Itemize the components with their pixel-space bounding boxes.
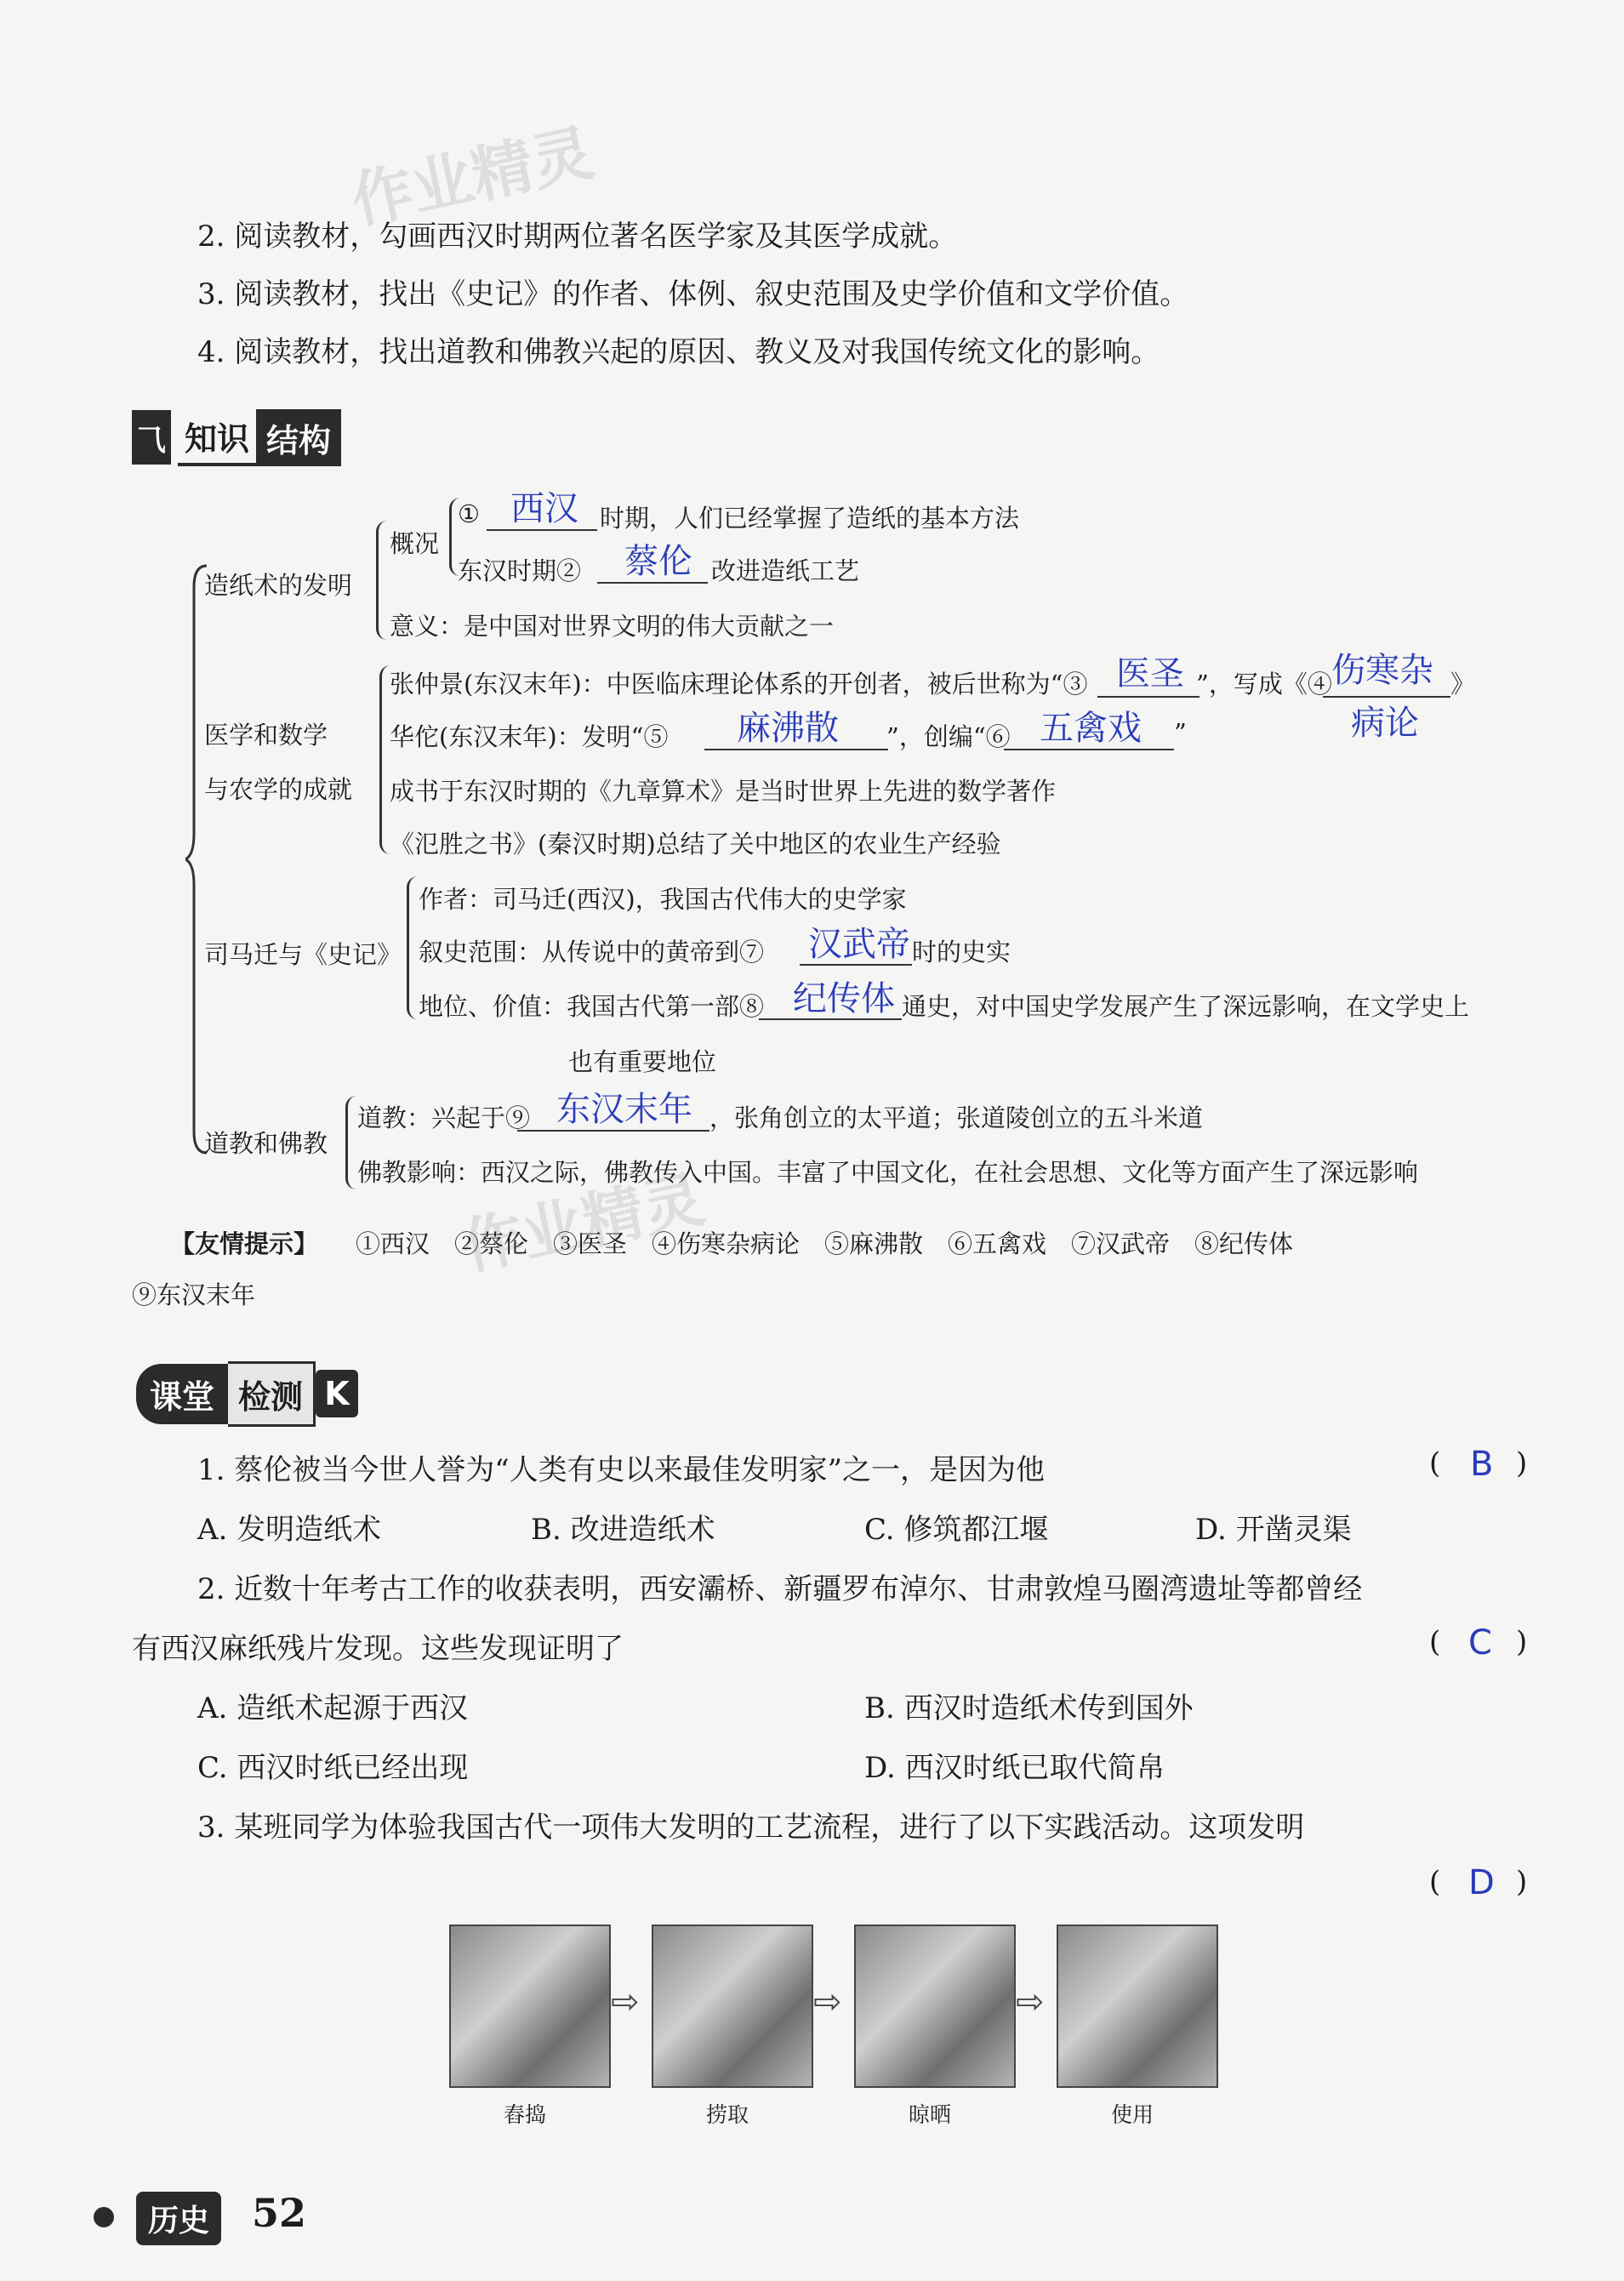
section-title-part2: 检测 [228, 1361, 316, 1427]
process-caption-1: 舂捣 [504, 2102, 547, 2127]
paper-line2-suffix: 改进造纸工艺 [711, 556, 860, 585]
question-2-option-a[interactable]: A. 造纸术起源于西汉 [197, 1691, 469, 1725]
test-k-icon: K [316, 1370, 358, 1417]
section-title-part1: 课堂 [136, 1364, 228, 1424]
answer-8: 纪传体 [793, 979, 895, 1018]
question-2-paren-close: ) [1516, 1625, 1528, 1659]
question-3-stem: 3. 某班同学为体验我国古代一项伟大发明的工艺流程，进行了以下实践活动。这项发明 [197, 1811, 1305, 1845]
math-achievement: 成书于东汉时期的《九章算术》是当时世界上先进的数学著作 [390, 777, 1057, 806]
section-title-part1: 知识 [178, 409, 256, 466]
tree-brace-paper [376, 521, 387, 640]
section-header-knowledge [132, 410, 341, 465]
answer-6: 五禽戏 [1040, 709, 1142, 748]
shiji-status-suffix: 通史，对中国史学发展产生了深远影响，在文学史上 [902, 992, 1470, 1021]
question-2-paren-open: ( [1429, 1625, 1441, 1659]
section-icon: ⺄ [132, 410, 171, 465]
zhang-prefix: 张仲景(东汉末年)：中医临床理论体系的开创者，被后世称为“③ [390, 670, 1088, 699]
process-caption-4: 使用 [1111, 2102, 1154, 2127]
watermark: 作业精灵 [345, 116, 600, 237]
shiji-status-prefix: 地位、价值：我国古代第一部⑧ [419, 992, 765, 1021]
process-caption-2: 捞取 [706, 2102, 749, 2127]
instruction-4: 4. 阅读教材，找出道教和佛教兴起的原因、教义及对我国传统文化的影响。 [197, 335, 1160, 369]
section-header-test [136, 1366, 358, 1422]
question-1-option-b[interactable]: B. 改进造纸术 [531, 1513, 715, 1547]
answer-4-part2: 病论 [1351, 704, 1419, 743]
process-photo-pounding [449, 1925, 611, 2088]
answer-9: 东汉末年 [556, 1090, 692, 1129]
tree-label-religion: 道教和佛教 [204, 1129, 328, 1158]
process-photo-drying [854, 1925, 1016, 2088]
religion-dao-prefix: 道教：兴起于⑨ [357, 1103, 531, 1132]
arrow-icon: ⇨ [813, 1982, 842, 2022]
question-2-option-c[interactable]: C. 西汉时纸已经出现 [197, 1751, 469, 1785]
religion-dao-suffix: ，张角创立的太平道；张道陵创立的五斗米道 [709, 1103, 1204, 1132]
answer-4-part1: 伤寒杂 [1331, 651, 1433, 690]
question-2-stem-1: 2. 近数十年考古工作的收获表明，西安灞桥、新疆罗布淖尔、甘肃敦煌马圈湾遗址等都曾经 [197, 1572, 1363, 1606]
answer-7: 汉武帝 [808, 925, 910, 964]
tree-label-shiji: 司马迁与《史记》 [204, 940, 402, 969]
question-2-stem-2: 有西汉麻纸残片发现。这些发现证明了 [132, 1632, 624, 1666]
tree-label-medicine-2: 与农学的成就 [204, 775, 353, 804]
question-3-paren-open: ( [1429, 1865, 1441, 1899]
page-number: 52 [252, 2190, 307, 2236]
answer-1: 西汉 [510, 489, 578, 528]
hua-prefix: 华佗(东汉末年)：发明“⑤ [390, 722, 669, 751]
answer-5: 麻沸散 [737, 709, 839, 748]
question-1-paren-close: ) [1516, 1446, 1528, 1480]
question-3-answer: D [1468, 1863, 1495, 1902]
question-1-paren-open: ( [1429, 1446, 1441, 1480]
question-2-answer: C [1468, 1623, 1492, 1662]
agri-achievement: 《氾胜之书》(秦汉时期)总结了关中地区的农业生产经验 [390, 830, 1001, 858]
paper-line2-prefix: 东汉时期② [458, 556, 582, 585]
section-title-part2: 结构 [256, 409, 341, 466]
zhang-middle: ”，写成《④ [1196, 670, 1332, 699]
process-photo-scooping [652, 1925, 813, 2088]
tip-answers: ①西汉 ②蔡伦 ③医圣 ④伤寒杂病论 ⑤麻沸散 ⑥五禽戏 ⑦汉武帝 ⑧纪传体 [356, 1229, 1294, 1258]
shiji-author: 作者：司马迁(西汉)，我国古代伟大的史学家 [419, 885, 907, 914]
tree-brace-shiji [407, 876, 418, 1019]
tree-brace-religion [345, 1096, 356, 1189]
tree-label-medicine-1: 医学和数学 [204, 721, 328, 750]
paper-line1-suffix: 时期，人们已经掌握了造纸的基本方法 [600, 504, 1020, 533]
process-caption-3: 晾晒 [909, 2102, 952, 2127]
question-3-paren-close: ) [1516, 1865, 1528, 1899]
tree-label-overview: 概况 [390, 529, 440, 558]
question-1-option-a[interactable]: A. 发明造纸术 [197, 1513, 382, 1547]
question-2-option-d[interactable]: D. 西汉时纸已取代简帛 [864, 1751, 1165, 1785]
instruction-2: 2. 阅读教材，勾画西汉时期两位著名医学家及其医学成就。 [197, 220, 958, 254]
question-1-answer: B [1470, 1445, 1494, 1484]
tip-label: 【友情提示】 [170, 1229, 319, 1258]
paper-significance: 意义：是中国对世界文明的伟大贡献之一 [390, 612, 835, 641]
shiji-range-suffix: 时的史实 [912, 938, 1011, 967]
hua-end: ” [1174, 718, 1187, 747]
zhang-end: 》 [1450, 670, 1476, 699]
arrow-icon: ⇨ [611, 1982, 640, 2022]
arrow-icon: ⇨ [1016, 1982, 1045, 2022]
blank-3[interactable] [1097, 696, 1199, 698]
tip-answers-continued: ⑨东汉末年 [132, 1280, 256, 1309]
tree-main-brace [185, 562, 211, 1157]
footer-bullet-icon [94, 2207, 114, 2227]
question-1-option-d[interactable]: D. 开凿灵渠 [1195, 1513, 1352, 1547]
answer-3: 医圣 [1116, 654, 1184, 693]
tree-label-paper: 造纸术的发明 [204, 571, 353, 600]
question-1-option-c[interactable]: C. 修筑都江堰 [864, 1513, 1049, 1547]
question-1-stem: 1. 蔡伦被当今世人誉为“人类有史以来最佳发明家”之一，是因为他 [197, 1453, 1046, 1487]
paper-line1-prefix: ① [458, 499, 480, 528]
shiji-range-prefix: 叙史范围：从传说中的黄帝到⑦ [419, 938, 765, 967]
question-2-option-b[interactable]: B. 西汉时造纸术传到国外 [864, 1691, 1194, 1725]
religion-buddhism: 佛教影响：西汉之际，佛教传入中国。丰富了中国文化，在社会思想、文化等方面产生了深远影响 [357, 1158, 1419, 1187]
hua-middle: ”，创编“⑥ [886, 722, 1011, 751]
watermark: 作业精灵 [455, 1162, 710, 1284]
shiji-status-continued: 也有重要地位 [568, 1047, 717, 1076]
footer-subject: 历史 [136, 2192, 221, 2245]
process-photo-using [1057, 1925, 1218, 2088]
instruction-3: 3. 阅读教材，找出《史记》的作者、体例、叙史范围及史学价值和文学价值。 [197, 277, 1189, 311]
answer-2: 蔡伦 [624, 542, 692, 581]
